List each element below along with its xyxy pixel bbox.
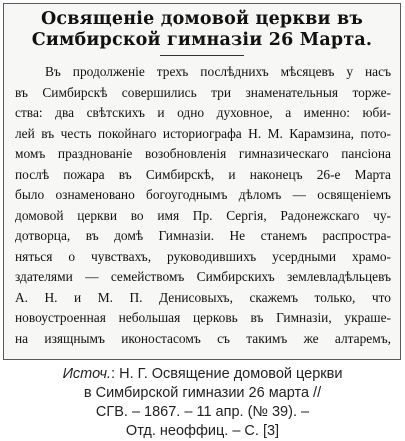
caption-line-4: Отд. неоффиц. – С. [3] [125, 423, 280, 439]
body-line: лей въ честь покойнаго историографа Н. М. Карамзина, пото- [15, 125, 391, 141]
headline-line-1: Освященіе домовой церкви въ [40, 9, 363, 29]
caption-citation-text: : Н. Г. Освящение домовой церкви [111, 366, 343, 382]
body-line: здателями — семействомъ Симбирскихъ землевладѣльцевъ [15, 269, 391, 284]
body-line: дотворца, въ домѣ Гимназіи. Не станемъ распростра- [15, 228, 391, 243]
caption-line-1 [0, 365, 405, 384]
caption-line-2: в Симбирской гимназии 26 марта // [83, 385, 322, 401]
body-line: момъ празднованіе возобновленія гимназическаго пансіона [15, 146, 391, 161]
body-line: послѣ пожара въ Симбирскѣ, и наконецъ 26-е Марта [15, 166, 391, 182]
body-line: на изящнымъ иконостасомъ съ такимъ же алтаремъ, [15, 330, 391, 346]
headline-line-2: Симбирской гимназіи 26 Марта. [31, 30, 373, 50]
body-line: было ознаменовано богоугоднымъ дѣломъ — освященіемъ [15, 187, 391, 202]
caption-line-3: СГВ. – 1867. – 11 апр. (№ 39). – [95, 404, 310, 420]
body-line: А. Н. и М. П. Денисовыхъ, скажемъ только, что [15, 289, 391, 305]
body-line: въ Симбирскѣ совершились три знаменательныя торже- [15, 84, 391, 100]
article-body [4, 62, 400, 349]
body-line: ства: два свѣтскихъ и одно духовное, а именно: юби- [15, 105, 391, 120]
body-line: домовой церкви во имя Пр. Сергія, Радонежскаго чу- [15, 207, 391, 223]
body-line: няться о чувствахъ, руководившихъ усердными храмо- [15, 248, 391, 264]
body-line: новоустроенная небольшая церковь въ Гимназіи, украше- [15, 310, 391, 325]
newspaper-clipping [3, 3, 401, 360]
article-headline [4, 9, 400, 51]
caption-source-label: Источ. [62, 366, 112, 382]
body-line: Въ продолженіе трехъ послѣднихъ мѣсяцевъ у насъ [45, 64, 391, 79]
source-caption [0, 365, 405, 441]
headline-divider [160, 55, 244, 56]
